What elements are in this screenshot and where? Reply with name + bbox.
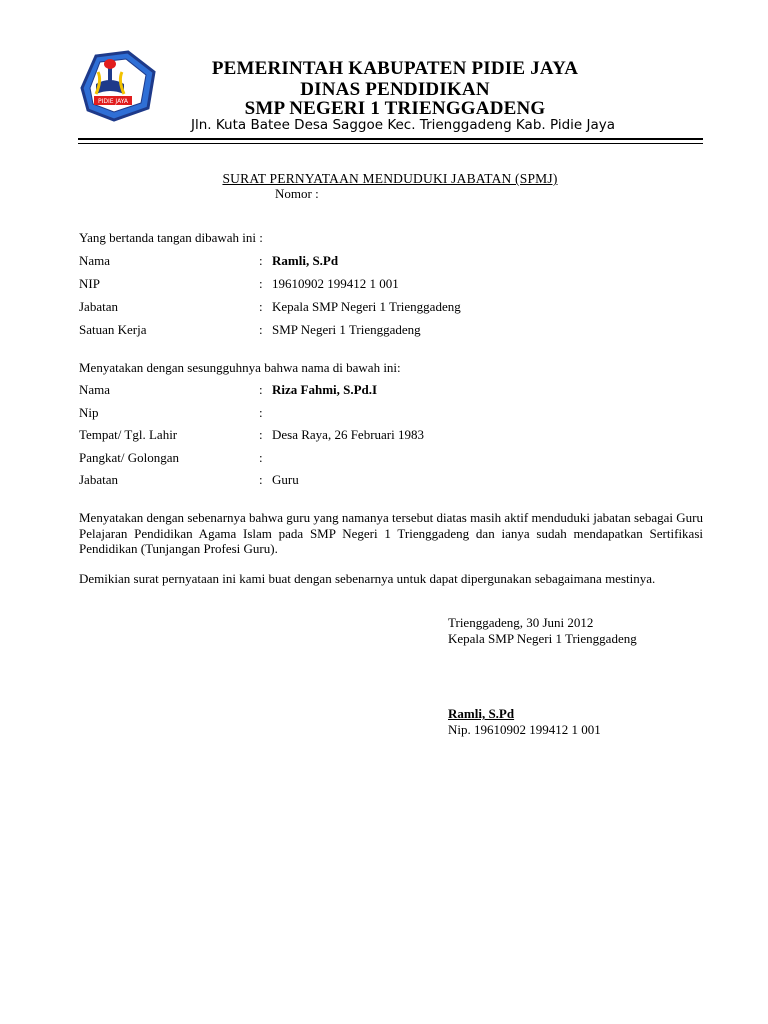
letter-number: Nomor : bbox=[275, 186, 319, 201]
subject-label-position: Jabatan bbox=[79, 472, 118, 487]
subject-label-rank: Pangkat/ Golongan bbox=[79, 450, 180, 465]
colon: : bbox=[259, 253, 263, 268]
letterhead-line-1: PEMERINTAH KABUPATEN PIDIE JAYA bbox=[211, 58, 579, 79]
intro-subject: Menyatakan dengan sesungguhnya bahwa nama di bawah ini: bbox=[79, 360, 401, 375]
subject-label-name: Nama bbox=[79, 382, 111, 397]
colon: : bbox=[259, 382, 263, 397]
colon: : bbox=[259, 405, 263, 420]
colon: : bbox=[259, 276, 263, 291]
subject-value-birth: Desa Raya, 26 Februari 1983 bbox=[272, 427, 424, 442]
signer-value-name: Ramli, S.Pd bbox=[272, 253, 339, 268]
intro-signer: Yang bertanda tangan dibawah ini : bbox=[79, 230, 263, 245]
letterhead-line-2: DINAS PENDIDIKAN bbox=[300, 79, 490, 100]
signer-label-nip: NIP bbox=[79, 276, 100, 291]
signer-label-name: Nama bbox=[79, 253, 111, 268]
logo-text: PIDIE JAYA bbox=[97, 98, 129, 105]
colon: : bbox=[259, 299, 263, 314]
statement-paragraph: Menyatakan dengan sebenarnya bahwa guru yang namanya tersebut diatas masih aktif menduduki jabatan sebagai Guru Pelajaran Pendidikan Agama Islam pada SMP Negeri 1 Trienggadeng dan ianya sudah mendapatkan Sertifikasi Pendidikan (Tunjangan Profesi Guru). bbox=[79, 510, 703, 556]
signer-value-unit: SMP Negeri 1 Trienggadeng bbox=[272, 322, 421, 337]
colon: : bbox=[259, 322, 263, 337]
colon: : bbox=[259, 472, 263, 487]
letterhead-rule-thin bbox=[78, 143, 703, 144]
closing-paragraph: Demikian surat pernyataan ini kami buat dengan sebenarnya untuk dapat dipergunakan sebagaimana mestinya. bbox=[79, 571, 656, 586]
letterhead-line-3: SMP NEGERI 1 TRIENGGADENG bbox=[244, 98, 546, 119]
subject-value-position: Guru bbox=[272, 472, 299, 487]
signature-nip: Nip. 19610902 199412 1 001 bbox=[448, 722, 601, 737]
signature-place-date: Trienggadeng, 30 Juni 2012 bbox=[448, 615, 594, 630]
signer-value-position: Kepala SMP Negeri 1 Trienggadeng bbox=[272, 299, 461, 314]
colon: : bbox=[259, 427, 263, 442]
subject-label-nip: Nip bbox=[79, 405, 99, 420]
subject-value-name: Riza Fahmi, S.Pd.I bbox=[272, 382, 378, 397]
signer-label-unit: Satuan Kerja bbox=[79, 322, 147, 337]
signature-name: Ramli, S.Pd bbox=[448, 706, 515, 721]
letter-title: SURAT PERNYATAAN MENDUDUKI JABATAN (SPMJ) bbox=[222, 171, 558, 186]
signature-position: Kepala SMP Negeri 1 Trienggadeng bbox=[448, 631, 637, 646]
district-logo bbox=[78, 50, 158, 122]
letterhead-address: Jln. Kuta Batee Desa Saggoe Kec. Trienggadeng Kab. Pidie Jaya bbox=[190, 117, 616, 133]
subject-label-birth: Tempat/ Tgl. Lahir bbox=[79, 427, 178, 442]
signer-value-nip: 19610902 199412 1 001 bbox=[272, 276, 399, 291]
letterhead-rule-thick bbox=[78, 138, 703, 140]
signer-label-position: Jabatan bbox=[79, 299, 118, 314]
colon: : bbox=[259, 450, 263, 465]
